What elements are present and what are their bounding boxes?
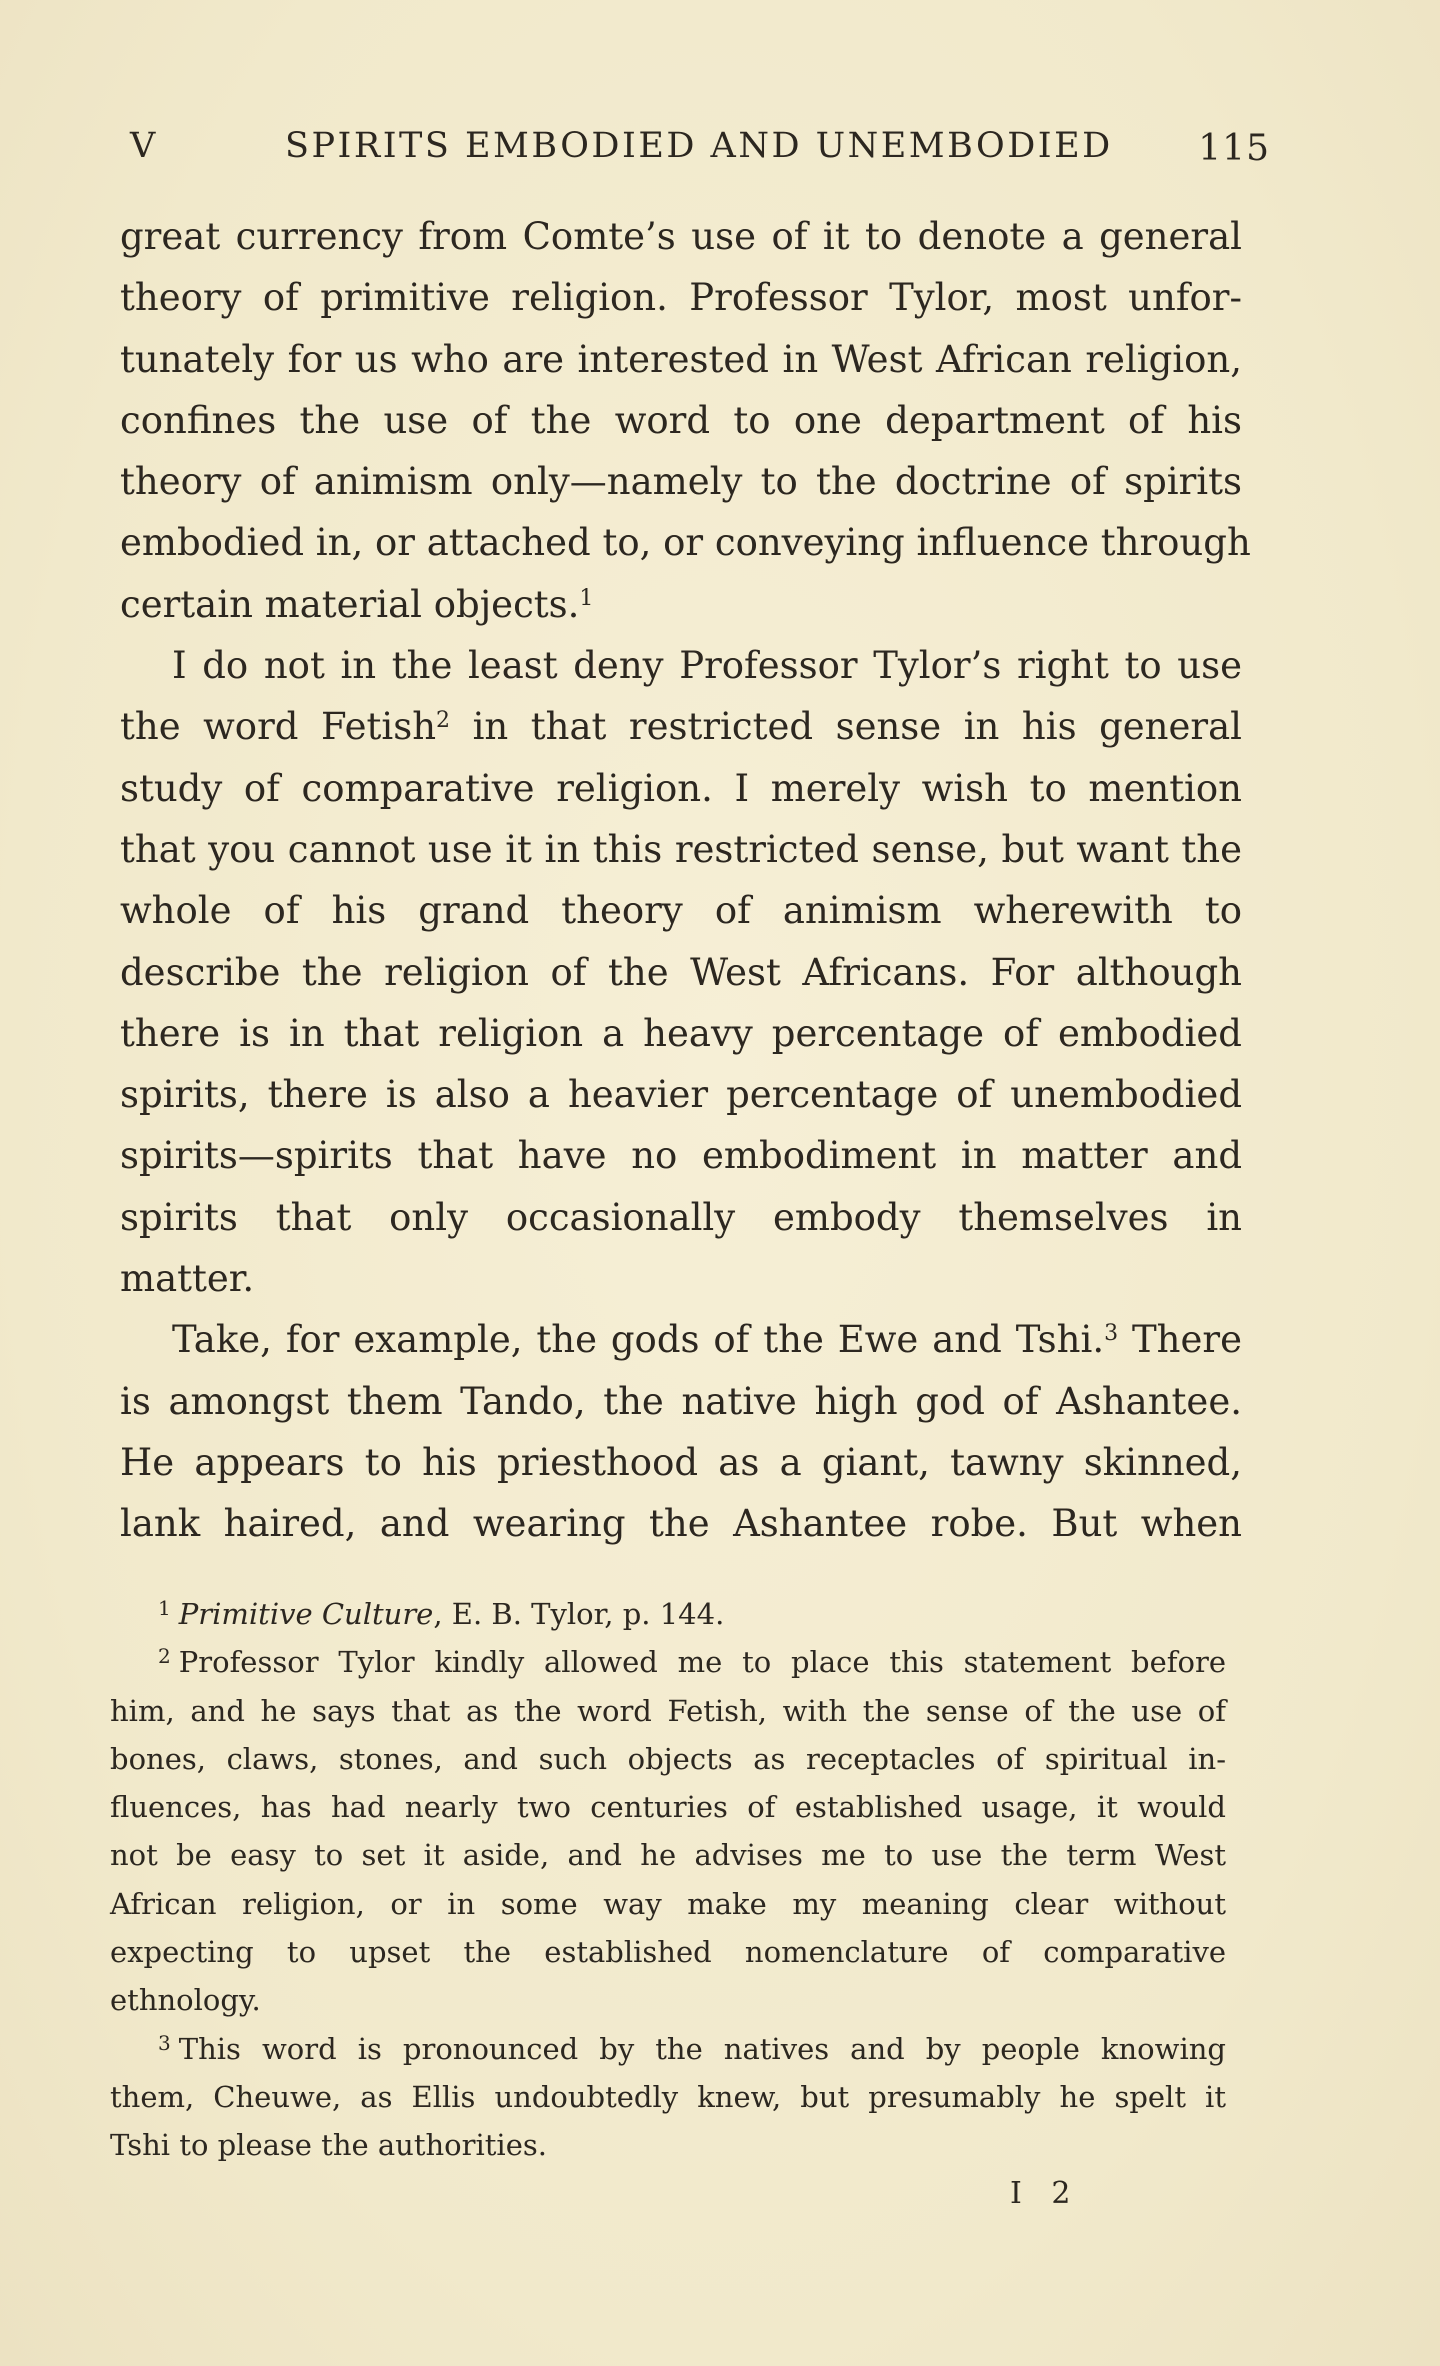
footnote-2-line: ethnology. (110, 1983, 261, 2018)
text-line: theory of animism only—namely to the doctrine of spirits (120, 460, 1242, 504)
footnote-2-line: him, and he says that as the word Fetish, with the sense of the use of (110, 1693, 1226, 1728)
footnote-2-line: bones, claws, stones, and such objects as receptacles of spiritual in- (110, 1741, 1226, 1776)
text-segment: Take, for example, the gods of the Ewe and Tshi. (172, 1318, 1105, 1362)
text-line: describe the religion of the West Africans. For although (120, 950, 1242, 994)
text-line: there is in that religion a heavy percentage of embodied (120, 1011, 1242, 1055)
footnote-3-line: them, Cheuwe, as Ellis undoubtedly knew, but presumably he spelt it (110, 2079, 1226, 2114)
footnote-3-line: Tshi to please the authorities. (110, 2128, 547, 2163)
footnote-ref-3[interactable]: 3 (1104, 1321, 1119, 1347)
footnote-3-line (110, 2025, 1226, 2073)
text-line: whole of his grand theory of animism wherewith to (120, 889, 1242, 933)
text-line: lank haired, and wearing the Ashantee robe. But when (120, 1502, 1242, 1546)
text-line: tunately for us who are interested in West African religion, (120, 337, 1242, 381)
text-line: is amongst them Tando, the native high god of Ashantee. (120, 1379, 1242, 1423)
citation-detail: , E. B. Tylor, p. 144. (433, 1597, 725, 1631)
footnote-ref-1[interactable]: 1 (579, 585, 594, 611)
text-line: embodied in, or attached to, or conveying influence through (120, 521, 1251, 565)
page-number: 115 (1198, 128, 1270, 169)
cited-book-title: Primitive Culture (178, 1597, 434, 1631)
text-line: spirits—spirits that have no embodiment in matter and (120, 1134, 1242, 1178)
text-segment: in that restricted sense in his general (472, 705, 1242, 749)
text-line (120, 1309, 1242, 1370)
text-segment: the word Fetish (120, 705, 437, 749)
footnote-text: Professor Tylor kindly allowed me to place this statement before (178, 1645, 1226, 1680)
text-line: great currency from Comte’s use of it to denote a general (120, 215, 1242, 258)
footnote-mark: 2 (158, 1644, 171, 1669)
signature-mark: I 2 (1010, 2176, 1081, 2211)
footnote-text: This word is pronounced by the natives and by people knowing (178, 2031, 1226, 2066)
running-head (130, 120, 1270, 170)
text-line: theory of primitive religion. Professor Tylor, most unfor- (120, 276, 1242, 320)
footnote-1 (110, 1590, 1226, 1638)
footnote-2-line: not be easy to set it aside, and he advises me to use the term West (110, 1838, 1226, 1873)
text-line: He appears to his priesthood as a giant, tawny skinned, (120, 1440, 1242, 1484)
footnotes (110, 1590, 1226, 2170)
text-line: spirits, there is also a heavier percentage of unembodied (120, 1073, 1242, 1117)
text-line: that you cannot use it in this restricted sense, but want the (120, 827, 1242, 871)
footnote-2-line: fluences, has had nearly two centuries of established usage, it would (110, 1790, 1226, 1825)
text-line: spirits that only occasionally embody themselves in (120, 1195, 1242, 1239)
text-segment: There (1132, 1318, 1242, 1362)
footnote-ref-2[interactable]: 2 (436, 708, 451, 734)
chapter-number: V (130, 126, 158, 166)
footnote-mark: 1 (158, 1596, 171, 1620)
main-text (120, 206, 1251, 1555)
chapter-title: SPIRITS EMBODIED AND UNEMBODIED (285, 126, 1113, 166)
text-line: confines the use of the word to one department of his (120, 398, 1242, 442)
footnote-2-line (110, 1638, 1226, 1686)
text-line: I do not in the least deny Professor Tylor’s right to use (172, 644, 1242, 688)
text-line (120, 574, 1242, 635)
text-line (120, 696, 1242, 757)
text-line: study of comparative religion. I merely wish to mention (120, 766, 1242, 810)
footnote-2-line: African religion, or in some way make my meaning clear without (110, 1886, 1226, 1921)
text-segment: certain material objects. (120, 582, 580, 626)
text-line: matter. (120, 1257, 255, 1301)
footnote-2-line: expecting to upset the established nomenclature of comparative (110, 1935, 1226, 1970)
footnote-mark: 3 (158, 2030, 171, 2055)
